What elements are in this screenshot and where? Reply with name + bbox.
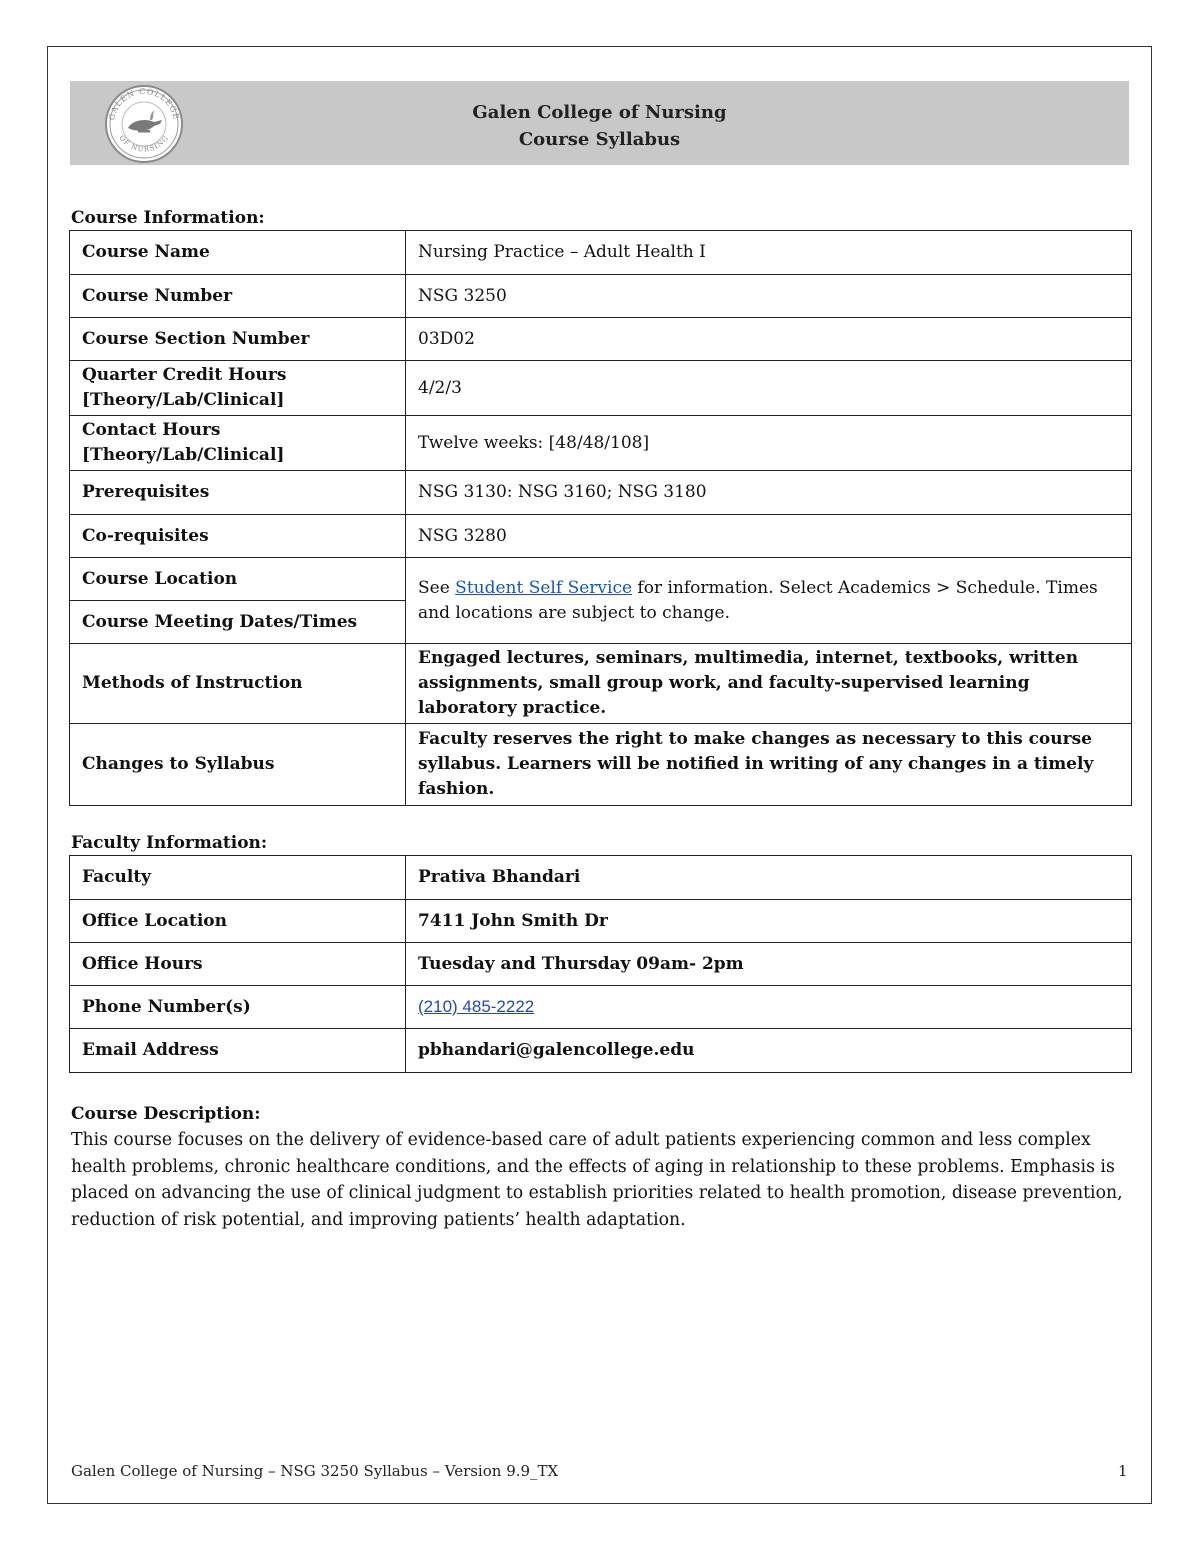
course-description-heading: Course Description: <box>71 1104 261 1124</box>
table-row <box>70 724 1132 806</box>
row-label: Phone Number(s) <box>70 986 406 1029</box>
table-row <box>70 231 1132 275</box>
row-label: Course Location <box>70 558 406 601</box>
row-value: Faculty reserves the right to make changes as necessary to this course syllabus. Learners will be notified in writing of any changes in a timely fashion. <box>406 724 1132 806</box>
row-label: Office Location <box>70 900 406 943</box>
table-row <box>70 856 1132 900</box>
row-label: Contact Hours [Theory/Lab/Clinical] <box>70 416 406 471</box>
row-label: Co-requisites <box>70 515 406 558</box>
row-value: NSG 3250 <box>406 275 1132 318</box>
course-info-table <box>69 230 1132 806</box>
course-info-heading: Course Information: <box>71 208 265 228</box>
row-value: Nursing Practice – Adult Health I <box>406 231 1132 275</box>
table-row <box>70 644 1132 724</box>
footer-text: Galen College of Nursing – NSG 3250 Syllabus – Version 9.9_TX <box>71 1462 559 1480</box>
student-self-service-link[interactable]: Student Self Service <box>455 577 633 598</box>
table-row <box>70 986 1132 1029</box>
row-label: Faculty <box>70 856 406 900</box>
faculty-info-heading: Faculty Information: <box>71 833 268 853</box>
course-description-text: This course focuses on the delivery of evidence-based care of adult patients experiencing common and less complex health problems, chronic healthcare conditions, and the effects of aging in relationship to these problems. Emphasis is placed on advancing the use of clinical judgment to establish priorities related to health promotion, disease prevention, reduction of risk potential, and improving patients’ health adaptation. <box>71 1130 1123 1230</box>
document-type: Course Syllabus <box>518 129 681 150</box>
row-label: Email Address <box>70 1029 406 1073</box>
row-label: Changes to Syllabus <box>70 724 406 806</box>
table-row <box>70 471 1132 515</box>
table-row <box>70 1029 1132 1073</box>
table-row <box>70 416 1132 471</box>
table-row <box>70 318 1132 361</box>
row-label: Course Number <box>70 275 406 318</box>
row-value: 4/2/3 <box>406 361 1132 416</box>
row-value: Tuesday and Thursday 09am- 2pm <box>406 943 1132 986</box>
header-title <box>70 99 1129 153</box>
table-row <box>70 275 1132 318</box>
row-label: Prerequisites <box>70 471 406 515</box>
location-suffix: for information. Select Academics > Schedule. Times and locations are subject to change. <box>418 577 1098 623</box>
row-label: Quarter Credit Hours [Theory/Lab/Clinical] <box>70 361 406 416</box>
row-label: Methods of Instruction <box>70 644 406 724</box>
row-value: 7411 John Smith Dr <box>406 900 1132 943</box>
row-label: Course Meeting Dates/Times <box>70 601 406 644</box>
table-row <box>70 558 1132 601</box>
table-row <box>70 361 1132 416</box>
phone-number-link[interactable]: (210) 485-2222 <box>418 997 535 1016</box>
row-label: Office Hours <box>70 943 406 986</box>
seal-text-top: GALEN COLLEGE <box>107 86 181 122</box>
seal-text-bottom: OF NURSING <box>117 133 171 154</box>
faculty-info-table <box>69 855 1132 1073</box>
location-info-cell <box>406 558 1132 644</box>
table-row <box>70 943 1132 986</box>
row-label: Course Section Number <box>70 318 406 361</box>
table-row <box>70 515 1132 558</box>
row-value: NSG 3130: NSG 3160; NSG 3180 <box>406 471 1132 515</box>
row-value: 03D02 <box>406 318 1132 361</box>
table-row <box>70 900 1132 943</box>
row-value: Prativa Bhandari <box>406 856 1132 900</box>
row-value: pbhandari@galencollege.edu <box>406 1029 1132 1073</box>
college-name: Galen College of Nursing <box>472 102 727 123</box>
row-value: Twelve weeks: [48/48/108] <box>406 416 1132 471</box>
row-value: Engaged lectures, seminars, multimedia, internet, textbooks, written assignments, small group work, and faculty-supervised learning laboratory practice. <box>406 644 1132 724</box>
page-number: 1 <box>1118 1462 1128 1480</box>
row-value: NSG 3280 <box>406 515 1132 558</box>
row-value <box>406 986 1132 1029</box>
row-label: Course Name <box>70 231 406 275</box>
location-prefix: See <box>418 577 456 598</box>
